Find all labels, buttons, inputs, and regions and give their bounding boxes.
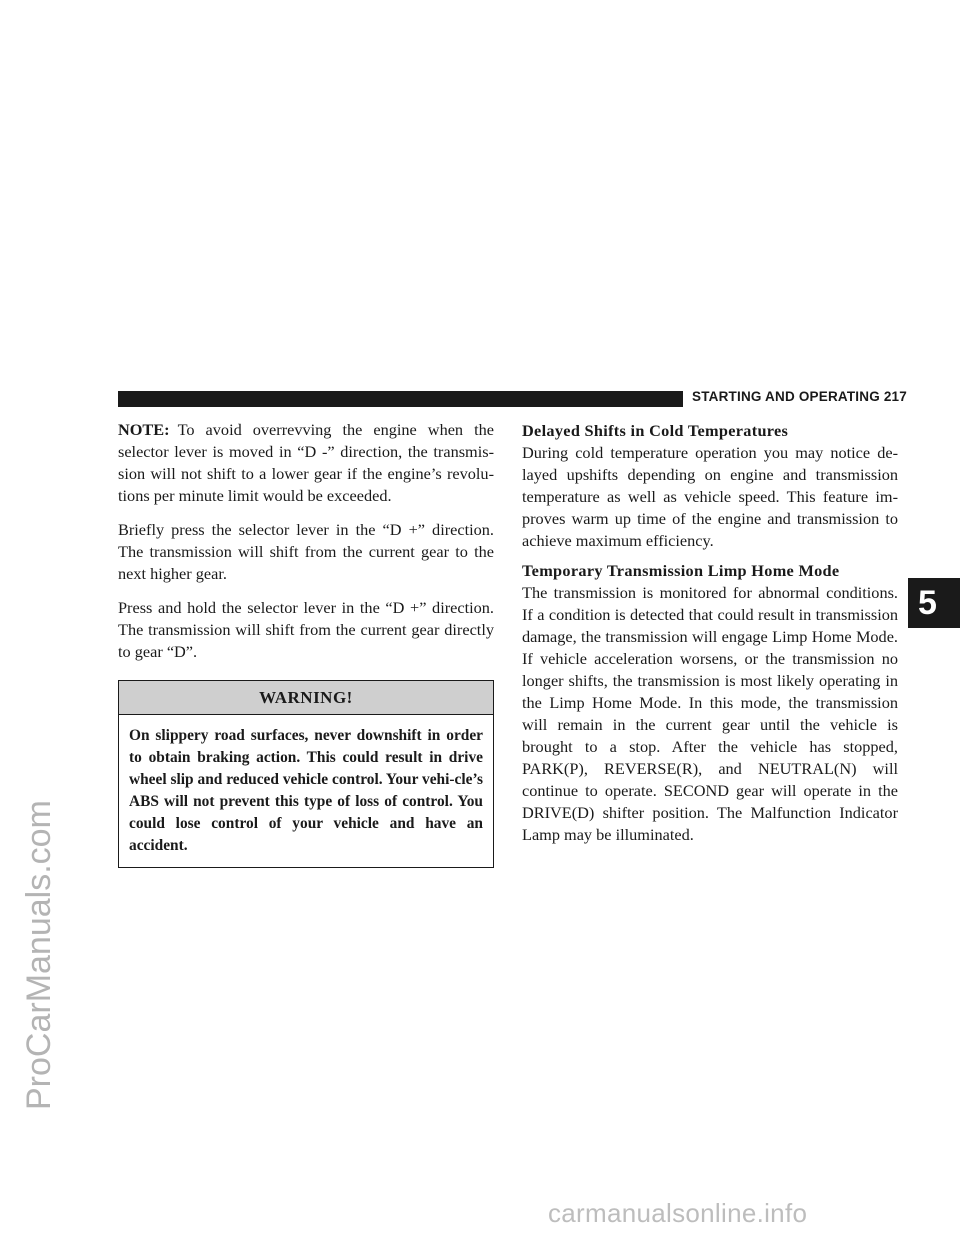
body-paragraph: Briefly press the selector lever in the “D +” direction. The transmission will shift from the current gear to the next higher gear. bbox=[118, 520, 494, 583]
section-heading: Temporary Transmission Limp Home Mode bbox=[522, 561, 840, 580]
right-column bbox=[522, 420, 898, 854]
note-text: To avoid overrevving the engine when the selector lever is moved in “D -” direction, the transmis-sion will not shift to a lower gear if the engine’s revolu-tions per minute limit would be exceeded. bbox=[118, 420, 494, 505]
side-watermark bbox=[6, 470, 62, 1110]
side-watermark-text: ProCarManuals.com bbox=[20, 800, 58, 1110]
note-paragraph bbox=[118, 419, 494, 507]
warning-title: WARNING! bbox=[119, 681, 493, 715]
running-header: STARTING AND OPERATING 217 bbox=[692, 389, 907, 404]
header-rule bbox=[118, 391, 683, 407]
note-label: NOTE: bbox=[118, 420, 170, 439]
side-watermark-graphic bbox=[6, 470, 62, 1110]
body-paragraph: During cold temperature operation you may notice de-layed upshifts depending on engine and transmission temperature as well as vehicle speed. This feature im-proves warm up time of the engine and transmission to achieve maximum efficiency. bbox=[522, 443, 898, 550]
left-column bbox=[118, 419, 494, 868]
section-heading: Delayed Shifts in Cold Temperatures bbox=[522, 421, 789, 440]
body-paragraph: The transmission is monitored for abnormal conditions. If a condition is detected that could result in transmission damage, the transmission will engage Limp Home Mode. If vehicle acceleration worsens, or the transmission no longer shifts, the transmission is most likely operating in the Limp Home Mode. In this mode, the transmission will remain in the current gear until the vehicle is brought to a stop. After the vehicle has stopped, PARK(P), REVERSE(R), and NEUTRAL(N) will continue to operate. SECOND gear will operate in the DRIVE(D) shifter position. The Malfunction Indicator Lamp may be illuminated. bbox=[522, 583, 898, 844]
body-paragraph: Press and hold the selector lever in the “D +” direction. The transmission will shift from the current gear directly to gear “D”. bbox=[118, 598, 494, 661]
warning-text: On slippery road surfaces, never downshift in order to obtain braking action. This could result in drive wheel slip and reduced vehicle control. Your vehi-cle’s ABS will not prevent this type of loss of control. You could lose control of your vehicle and have an accident. bbox=[129, 727, 483, 854]
bottom-watermark: carmanualsonline.info bbox=[548, 1198, 808, 1228]
warning-box bbox=[118, 680, 494, 868]
chapter-tab: 5 bbox=[908, 578, 960, 628]
